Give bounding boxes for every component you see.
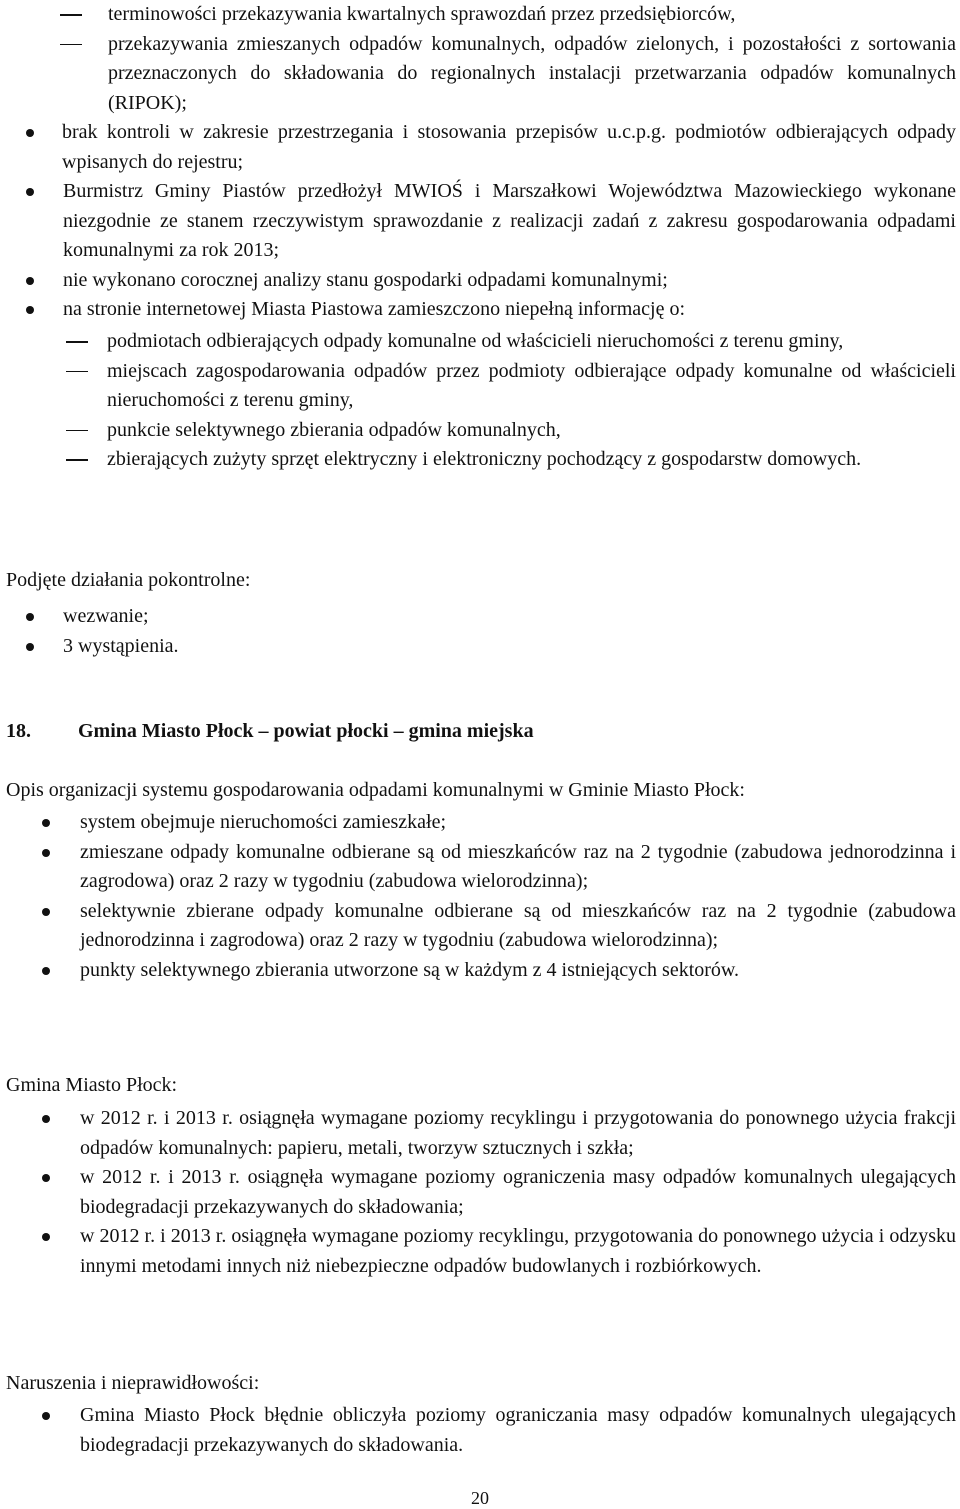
list-item-text: na stronie internetowej Miasta Piastowa zamieszczono niepełną informację o: (63, 298, 686, 320)
list-item (0, 956, 960, 986)
bullet-marker (26, 277, 34, 285)
list-item-text: w 2012 r. i 2013 r. osiągnęła wymagane poziomy recyklingu, przygotowania do ponownego użycia i odzysku innymi metodami innych niż niebezpieczne odpadów budowlanych i rozbiórkowych. (80, 1225, 956, 1277)
list-item (0, 118, 960, 177)
intro-list (0, 808, 960, 985)
dash-marker (66, 430, 88, 432)
followup-list (0, 602, 960, 661)
violations-bullet-list (0, 118, 960, 177)
list-item (0, 1401, 960, 1460)
bullet-marker (42, 908, 50, 916)
list-item-text: zbierających zużyty sprzęt elektryczny i elektroniczny pochodzący z gospodarstw domowych. (107, 448, 862, 470)
bullet-marker (42, 849, 50, 857)
list-item (0, 266, 960, 296)
top-dash-list (0, 0, 960, 118)
bullet-list-2 (0, 177, 960, 325)
list-item-text: nie wykonano corocznej analizy stanu gospodarki odpadami komunalnymi; (63, 268, 668, 291)
list-item-text: brak kontroli w zakresie przestrzegania i stosowania przepisów u.c.p.g. podmiotów odbierających odpady wpisanych do rejestru; (62, 121, 956, 173)
list-item-text: zmieszane odpady komunalne odbierane są od mieszkańców raz na 2 tygodnie (zabudowa jednorodzinna i zagrodowa) oraz 2 razy w tygodniu (zabudowa wielorodzinna); (80, 840, 956, 892)
sub-dash-list (0, 327, 960, 475)
bullet-marker (42, 967, 50, 975)
section-title: Gmina Miasto Płock – powiat płocki – gmina miejska (78, 720, 534, 742)
list-item-text: przekazywania zmieszanych odpadów komunalnych, odpadów zielonych, i pozostałości z sortowania przeznaczonych do składowania do regionalnych instalacji przetwarzania odpadów komunalnych (RIPOK); (108, 32, 956, 114)
bullet-marker (42, 1412, 50, 1420)
list-item (0, 416, 960, 446)
list-item-text: Gmina Miasto Płock błędnie obliczyła poziomy ograniczania masy odpadów komunalnych ulegających biodegradacji przekazywanych do składowania. (80, 1404, 956, 1456)
dash-marker (60, 14, 82, 16)
bullet-marker (26, 129, 34, 137)
list-item-text: 3 wystąpienia. (63, 634, 179, 657)
list-item (0, 632, 960, 662)
list-item (0, 808, 960, 838)
list-item-text: w 2012 r. i 2013 r. osiągnęła wymagane poziomy ograniczenia masy odpadów komunalnych ulegających biodegradacji przekazywanych do składowania; (80, 1166, 956, 1218)
list-item-text: podmiotach odbierających odpady komunalne od właścicieli nieruchomości z terenu gminy, (107, 330, 844, 352)
dash-marker (60, 44, 82, 46)
list-item (0, 445, 960, 475)
list-item (0, 295, 960, 325)
list-item (0, 1222, 960, 1281)
bullet-marker (26, 306, 34, 314)
bullet-marker (42, 1233, 50, 1241)
list-item-text: w 2012 r. i 2013 r. osiągnęła wymagane poziomy recyklingu i przygotowania do ponownego użycia frakcji odpadów komunalnych: papieru, metali, tworzyw sztucznych i szkła; (80, 1107, 956, 1159)
list-item (0, 897, 960, 956)
dash-marker (66, 371, 88, 373)
list-item (0, 327, 960, 357)
gmina-list (0, 1104, 960, 1281)
bullet-marker (26, 613, 34, 621)
list-item-text: punkty selektywnego zbierania utworzone są w każdym z 4 istniejących sektorów. (80, 958, 740, 981)
followup-label (0, 566, 960, 596)
list-item-text: punkcie selektywnego zbierania odpadów komunalnych, (107, 418, 561, 441)
section-number: 18. (6, 720, 31, 742)
list-item (0, 1104, 960, 1163)
list-item (0, 1163, 960, 1222)
list-item-text: wezwanie; (63, 605, 149, 627)
list-item (0, 30, 960, 119)
bullet-marker (26, 643, 34, 651)
list-item-text: selektywnie zbierane odpady komunalne odbierane są od mieszkańców raz na 2 tygodnie (zabudowa jednorodzinna i zagrodowa) oraz 2 razy w tygodniu (zabudowa wielorodzinna); (80, 899, 956, 951)
section-intro (0, 776, 960, 806)
gmina-label-text: Gmina Miasto Płock: (6, 1074, 178, 1096)
bullet-marker (26, 188, 34, 196)
section-heading (6, 717, 534, 747)
violations-label-text: Naruszenia i nieprawidłowości: (6, 1372, 260, 1394)
intro-text: Opis organizacji systemu gospodarowania odpadami komunalnymi w Gminie Miasto Płock: (6, 779, 745, 801)
list-item (0, 0, 960, 30)
bullet-marker (42, 819, 50, 827)
list-item-text: Burmistrz Gminy Piastów przedłożył MWIOŚ i Marszałkowi Województwa Mazowieckiego wykonane niezgodnie ze stanem rzeczywistym sprawozdanie z realizacji zadań z zakresu gospodarowania odpadami komunalnymi za rok 2013; (63, 180, 956, 261)
dash-marker (66, 341, 88, 343)
bullet-marker (42, 1115, 50, 1123)
list-item-text: miejscach zagospodarowania odpadów przez podmioty odbierające odpady komunalne od właścicieli nieruchomości z terenu gminy, (107, 359, 956, 411)
list-item (0, 602, 960, 632)
dash-marker (66, 459, 88, 461)
list-item-text: terminowości przekazywania kwartalnych sprawozdań przez przedsiębiorców, (108, 3, 736, 25)
list-item (0, 357, 960, 416)
bullet-marker (42, 1174, 50, 1182)
page-number: 20 (471, 1488, 489, 1508)
followup-label-text: Podjęte działania pokontrolne: (6, 569, 251, 591)
gmina-label (0, 1071, 960, 1101)
list-item-text: system obejmuje nieruchomości zamieszkałe; (80, 811, 446, 833)
violations-label (0, 1369, 960, 1399)
list-item (0, 838, 960, 897)
list-item (0, 177, 960, 266)
violations-list (0, 1401, 960, 1460)
